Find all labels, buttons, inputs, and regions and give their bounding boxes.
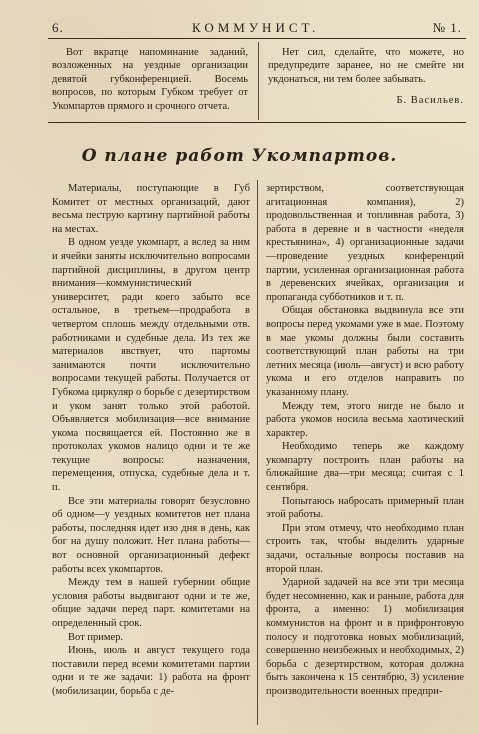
top-right-paragraph: Нет сил, сделайте, что можете, но предупредите заранее, но не смейте ни укдонаться, ни тем более забывать. <box>268 47 464 85</box>
top-left-paragraph: Вот вкратце напоминание заданий, возложенных на уездные организации девятой губконференцией. Восемь вопросов, по которым Губком требует от Укомпартов прямого и срочного отчета. <box>52 47 248 112</box>
article-paragraph: Между тем в нашей губернии общие условия работы выдвигают одни и те же, общие задачи перед парт. комитетами на определенный срок. <box>52 577 250 629</box>
article-paragraph: При этом отмечу, что необходимо план строить так, чтобы выделить ударные задачи, остальные вопросы поставив на второй план. <box>266 522 464 575</box>
article-right-column <box>266 182 464 722</box>
article-column-divider <box>257 180 258 725</box>
article-paragraph: В одном уезде укомпарт, а вслед за ним и ячейки заняты исключительно вопросами партийной дисциплины, в другом центр внимания—коммунистический университет, ради коего забыто все остальное, в третьем—продработа в четвертом сплошь между отдельными отв. работниками и судебные дела. Из тех же материалов явствует, что партомы занимаются почти исключительно вопросами текущей работы. Получается от Губкома циркуляр о борьбе с дезертирством и уком занят только этой работой. Объявляется мобилизация—все внимание укома посвящается ей. Постоянно же в протоколах укомов налицо одни и те же текущие вопросы: назначения, перемещения, отпуска, судебные дела и т. п. <box>52 237 250 494</box>
top-right-column <box>268 46 464 108</box>
article-paragraph: Все эти материалы говорят безусловно об одном—у уездных комитетов нет плана работы, последняя идет изо дня в день, как бог на душу положит. Нет плана работы—вот основной организационный дефект работы всех укомпартов. <box>52 495 250 575</box>
section-rule <box>48 122 466 123</box>
page-header <box>52 20 462 38</box>
article-paragraph: Общая обстановка выдвинула все эти вопросы перед укомами уже в мае. Поэтому в мае укомы должны были составить соответствующий план работы на три летних месяца (июль—август) и всю работу укома и его отделов направить по указанному плану. <box>266 305 464 398</box>
article-title: О плане работ Укомпартов. <box>81 146 398 166</box>
article-paragraph: Между тем, этого нигде не было и работа укомов носила весьма хаотический характер. <box>266 400 464 439</box>
article-paragraph: Материалы, поступающие в Губ Комитет от местных организаций, дают весьма пеструю картину партийной работы на местах. <box>52 183 250 235</box>
top-left-column <box>52 46 248 113</box>
top-column-divider <box>258 42 259 120</box>
article-paragraph: Июнь, июль и август текущего года поставили перед всеми комитетами партии одни и те же задачи: 1) работа на фронт (мобилизации, борьба с де- <box>52 645 250 697</box>
article-left-column <box>52 182 250 722</box>
issue-number: № 1. <box>432 20 462 35</box>
header-rule <box>48 38 466 39</box>
article-paragraph: Необходимо теперь же каждому укомпарту построить план работы на ближайшие два—три месяца; считая с 1 сентября. <box>266 441 464 494</box>
page-number: 6. <box>52 20 64 35</box>
article-paragraph: Вот пример. <box>68 631 123 643</box>
publication-title: КОММУНИСТ. <box>192 20 320 35</box>
article-paragraph: зертирством, соответствующая агитационная компания), 2) продовольственная и топливная работа, 3) работа в деревне и в частности «неделя крестьянина», 4) организационные задачи—проведение уездных конференций партии, усиленная организационная работа в деревенских ячейках, организация и пропаганда субботников и т. п. <box>266 183 464 303</box>
signature: Б. Васильев. <box>396 95 464 107</box>
article-paragraph: Ударной задачей на все эти три месяца будет несомненно, как и раньше, работа для фронта, а именно: 1) мобилизация коммунистов на фронт и в прифронтовую полосу и подготовка новых мобилизаций, совершенно неизбежных и необходимых, 2) борьба с дезертирством, которая должна быть закончена к 15 сентябрю, 3) усиление производительности военных предпри- <box>266 577 464 697</box>
article-paragraph: Попытаюсь набросать примерный план этой работы. <box>266 495 464 521</box>
